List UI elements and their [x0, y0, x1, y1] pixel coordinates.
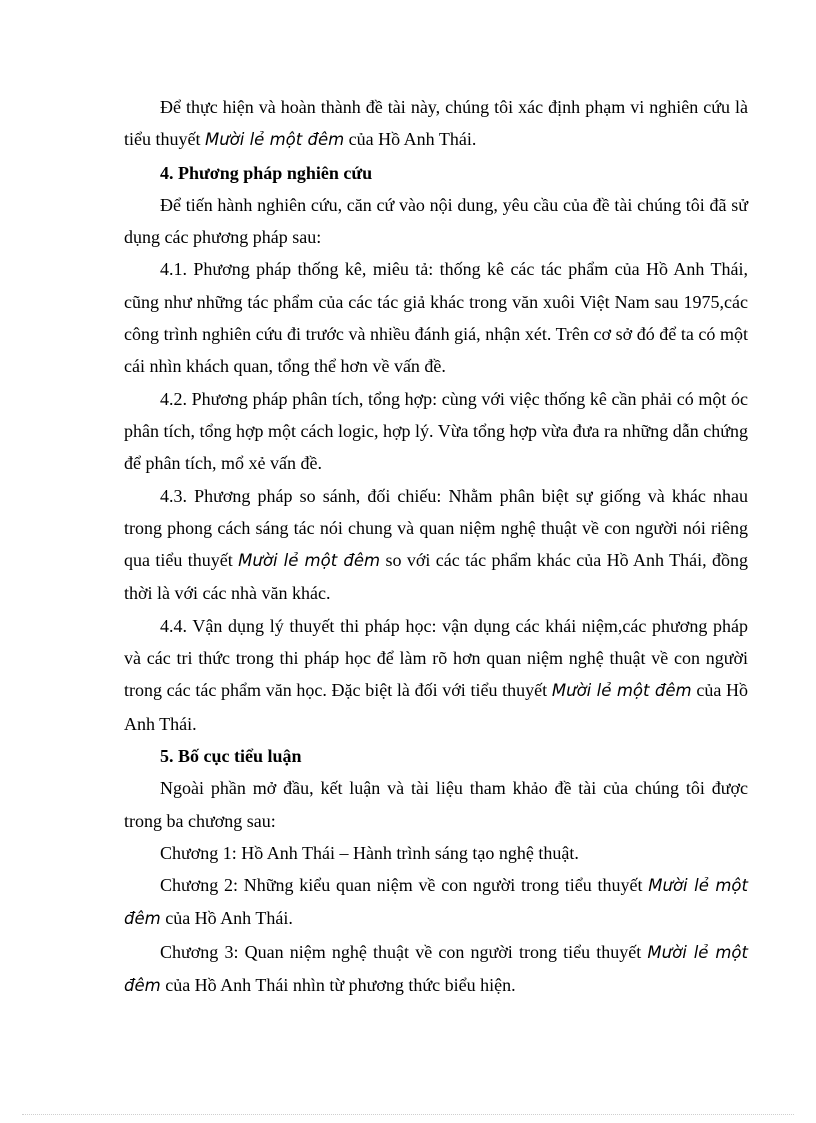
novel-title: Mười lẻ một đêm — [551, 681, 692, 701]
chapter-2-text-end: của Hồ Anh Thái. — [160, 908, 293, 929]
chapter-3 — [124, 936, 748, 1003]
method-4-4-text-end: của Hồ Anh Thái. — [124, 680, 749, 734]
novel-title: Mười lẻ một đêm — [124, 876, 748, 929]
method-4-1: 4.1. Phương pháp thống kê, miêu tả: thống kê các tác phẩm của Hồ Anh Thái, cũng như những tác phẩm của các tác giả khác trong văn xuôi Việt Nam sau 1975,các công trình nghiên cứu đi trước và nhiều đánh giá, nhận xét. Trên cơ sở đó để ta có một cái nhìn khách quan, tổng thể hơn về vấn đề. — [124, 259, 748, 377]
paragraph-structure-intro: Ngoài phần mở đầu, kết luận và tài liệu tham khảo đề tài của chúng tôi được trong ba chương sau: — [124, 778, 748, 831]
page-bottom-divider — [22, 1114, 794, 1115]
method-4-4-text: 4.4. Vận dụng lý thuyết thi pháp học: vận dụng các khái niệm,các phương pháp và các tri thức trong thi pháp học để làm rõ hơn quan niệm nghệ thuật về con người trong các tác phẩm văn học. Đặc biệt là đối với tiểu thuyết — [124, 615, 748, 701]
chapter-3-text: Chương 3: Quan niệm nghệ thuật về con người trong tiểu thuyết — [160, 941, 648, 962]
chapter-1: Chương 1: Hồ Anh Thái – Hành trình sáng tạo nghệ thuật. — [160, 842, 579, 863]
scope-text-end: của Hồ Anh Thái. — [344, 129, 477, 150]
section-heading-methods: 4. Phương pháp nghiên cứu — [160, 162, 373, 183]
novel-title: Mười lẻ một đêm — [204, 130, 345, 150]
chapter-3-text-end: của Hồ Anh Thái nhìn từ phương thức biểu hiện. — [160, 975, 516, 996]
section-heading-structure: 5. Bố cục tiểu luận — [160, 745, 302, 766]
method-4-4 — [124, 610, 748, 740]
paragraph-scope — [124, 91, 748, 157]
document-body — [124, 91, 748, 1002]
method-4-3-text-end: so với các tác phẩm khác của Hồ Anh Thái, đồng thời là với các nhà văn khác. — [124, 550, 748, 604]
novel-title: Mười lẻ một đêm — [124, 942, 748, 996]
chapter-2 — [124, 869, 748, 936]
method-4-2: 4.2. Phương pháp phân tích, tổng hợp: cùng với việc thống kê cần phải có một óc phân tích, tổng hợp một cách logic, hợp lý. Vừa tổng hợp vừa đưa ra những dẫn chứng để phân tích, mổ xẻ vấn đề. — [124, 388, 748, 474]
method-4-3 — [124, 480, 748, 610]
paragraph-methods-intro: Để tiến hành nghiên cứu, căn cứ vào nội dung, yêu cầu của đề tài chúng tôi đã sử dụng các phương pháp sau: — [124, 194, 748, 248]
method-4-3-text: 4.3. Phương pháp so sánh, đối chiếu: Nhằm phân biệt sự giống và khác nhau trong phong cách sáng tác nói chung và quan niệm nghệ thuật về con người nói riêng qua tiểu thuyết — [124, 485, 748, 571]
novel-title: Mười lẻ một đêm — [238, 551, 381, 571]
scope-text: Để thực hiện và hoàn thành đề tài này, chúng tôi xác định phạm vi nghiên cứu là tiểu thuyết — [124, 97, 748, 150]
chapter-2-text: Chương 2: Những kiểu quan niệm về con người trong tiểu thuyết — [160, 875, 649, 896]
